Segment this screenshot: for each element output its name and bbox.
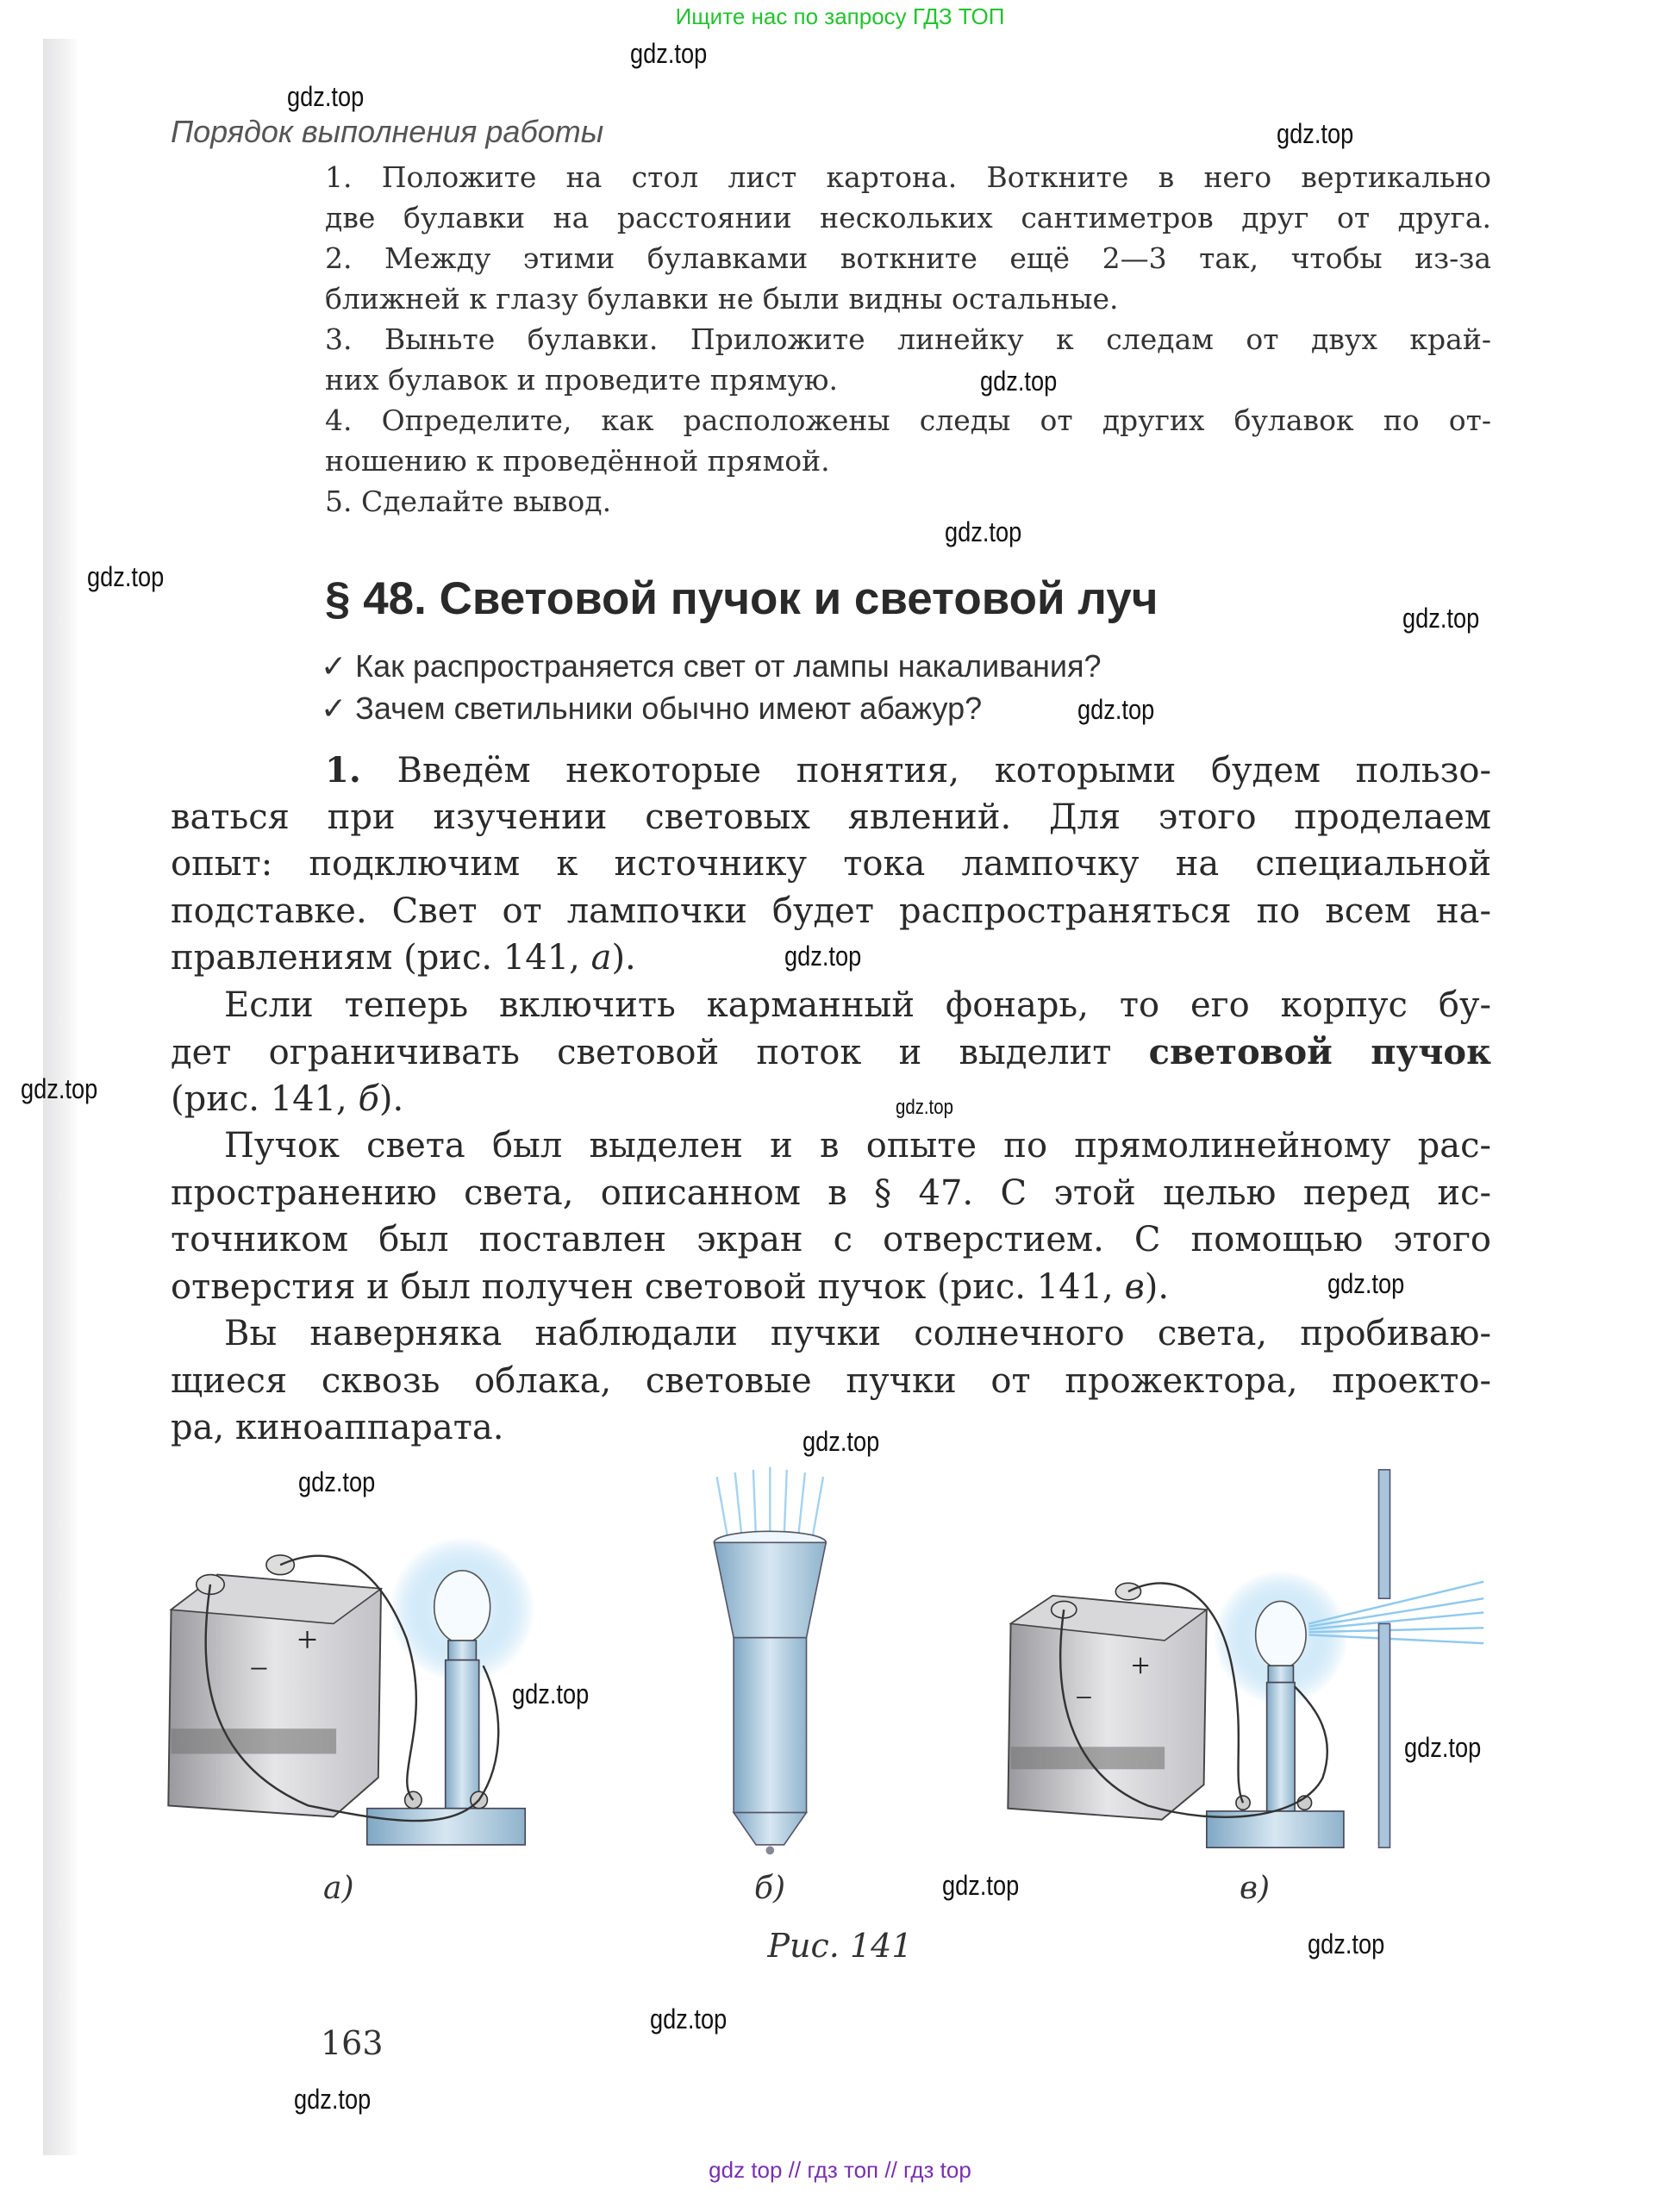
watermark-text: gdz.top bbox=[1404, 1732, 1482, 1763]
body-text-line bbox=[224, 985, 1491, 1030]
watermark-text: gdz.top bbox=[1308, 1928, 1385, 1960]
figure-label-c: в) bbox=[1240, 1871, 1270, 1906]
watermark-text: gdz.top bbox=[942, 1870, 1020, 1901]
screen-upper bbox=[1379, 1470, 1390, 1598]
text-segment: подставке. Свет от лампочки будет распространяться по всем на- bbox=[171, 891, 1491, 931]
watermark-text: gdz.top bbox=[945, 516, 1022, 547]
watermark-text: gdz.top bbox=[803, 1426, 880, 1457]
italic-letter: в bbox=[1124, 1266, 1145, 1307]
svg-text:+: + bbox=[297, 1619, 318, 1660]
figure-141 bbox=[0, 1466, 1680, 1897]
watermark-text: gdz.top bbox=[1277, 118, 1354, 149]
watermark-text: gdz.top bbox=[87, 561, 165, 592]
watermark-text: gdz.top bbox=[287, 81, 365, 112]
procedure-title: Порядок выполнения работы bbox=[171, 114, 604, 149]
text-segment: правлениям (рис. 141, bbox=[171, 938, 591, 978]
body-text-line bbox=[171, 1361, 1491, 1406]
text-segment: (рис. 141, bbox=[171, 1078, 359, 1119]
procedure-step-line: 4. Определите, как расположены следы от других булавок по от- bbox=[325, 403, 1491, 437]
watermark-text: gdz.top bbox=[980, 366, 1058, 397]
text-segment: щиеся сквозь облака, световые пучки от прожектора, проекто- bbox=[171, 1360, 1491, 1401]
text-segment: Если теперь включить карманный фонарь, то его корпус бу- bbox=[224, 984, 1491, 1025]
procedure-step-line: ближней к глазу булавки не были видны остальные. bbox=[325, 282, 1119, 316]
body-text-line bbox=[224, 1126, 1491, 1171]
procedure-step-line: 3. Выньте булавки. Приложите линейку к следам от двух край- bbox=[325, 322, 1491, 356]
question-2: ✓ Зачем светильники обычно имеют абажур? bbox=[321, 691, 983, 726]
watermark-text: gdz.top bbox=[1077, 694, 1155, 725]
figure-label-a: а) bbox=[323, 1871, 354, 1906]
figure-c-battery-bulb-screen bbox=[1008, 1470, 1483, 1847]
watermark-text: gdz.top bbox=[630, 38, 708, 69]
screen-lower bbox=[1379, 1623, 1390, 1847]
text-segment: отверстия и был получен световой пучок (рис. 141, bbox=[171, 1266, 1125, 1307]
procedure-step-line: ношению к проведённой прямой. bbox=[325, 444, 830, 478]
figure-label-b: б) bbox=[754, 1871, 786, 1906]
svg-text:+: + bbox=[1131, 1647, 1151, 1685]
body-text-line bbox=[171, 1173, 1491, 1218]
question-1: ✓ Как распространяется свет от лампы накаливания? bbox=[321, 648, 1102, 684]
body-text-line bbox=[171, 1267, 1491, 1312]
text-segment: ). bbox=[378, 1078, 404, 1119]
watermark-text: gdz.top bbox=[298, 1466, 376, 1497]
body-text-line bbox=[171, 1220, 1491, 1265]
procedure-step-line: 5. Сделайте вывод. bbox=[325, 484, 612, 518]
section-heading: § 48. Световой пучок и световой луч bbox=[325, 573, 1159, 624]
body-text-line bbox=[171, 844, 1491, 889]
italic-letter: а bbox=[590, 938, 612, 978]
watermark-text: gdz.top bbox=[1327, 1268, 1405, 1299]
bold-term: световой пучок bbox=[1148, 1032, 1491, 1072]
procedure-step-line: две булавки на расстоянии нескольких сантиметров друг от друга. bbox=[325, 201, 1491, 234]
body-text-line bbox=[171, 1032, 1491, 1077]
stand-base bbox=[367, 1809, 525, 1845]
svg-text:−: − bbox=[249, 1650, 269, 1688]
watermark-text: gdz.top bbox=[21, 1073, 98, 1104]
text-segment: пространению света, описанном в § 47. С этой целью перед ис- bbox=[171, 1172, 1491, 1213]
figure-b-flashlight bbox=[714, 1467, 826, 1855]
body-text-line bbox=[171, 797, 1491, 842]
watermark-text: gdz.top bbox=[512, 1678, 590, 1710]
body-text-line bbox=[325, 750, 1491, 795]
text-segment: Вы наверняка наблюдали пучки солнечного света, пробиваю- bbox=[224, 1314, 1491, 1353]
procedure-step-line: них булавок и проведите прямую. bbox=[325, 363, 838, 397]
watermark-text: gdz.top bbox=[784, 941, 862, 972]
procedure-step-line: 1. Положите на стол лист картона. Воткните в него вертикально bbox=[325, 160, 1491, 194]
body-text-line bbox=[224, 1314, 1491, 1359]
text-segment: Пучок света был выделен и в опыте по прямолинейному рас- bbox=[224, 1126, 1491, 1166]
bulb bbox=[434, 1571, 490, 1643]
watermark-text: gdz.top bbox=[896, 1096, 953, 1119]
text-segment: опыт: подключим к источнику тока лампочку на специальной bbox=[171, 844, 1491, 884]
italic-letter: б bbox=[358, 1078, 379, 1119]
text-segment: Введём некоторые понятия, которыми будем пользо- bbox=[397, 751, 1491, 791]
text-segment: ваться при изучении световых явлений. Для этого проделаем bbox=[171, 797, 1491, 837]
text-segment: ). bbox=[1144, 1266, 1170, 1307]
body-text-line bbox=[171, 1079, 1491, 1124]
page-number: 163 bbox=[321, 2024, 384, 2062]
text-segment: ). bbox=[611, 938, 636, 978]
text-segment: дет ограничивать световой поток и выделит bbox=[171, 1033, 1149, 1072]
flashlight-body bbox=[734, 1638, 806, 1813]
watermark-text: gdz.top bbox=[294, 2084, 372, 2115]
watermark-text: gdz.top bbox=[650, 2003, 728, 2035]
text-segment: ра, киноаппарата. bbox=[171, 1408, 504, 1447]
svg-text:−: − bbox=[1075, 1679, 1093, 1715]
footer-links[interactable]: gdz top // гдз топ // гдз top bbox=[709, 2157, 971, 2183]
figure-caption: Рис. 141 bbox=[767, 1927, 913, 1965]
procedure-step-line: 2. Между этими булавками воткните ещё 2—3 так, чтобы из-за bbox=[325, 241, 1491, 275]
watermark-text: gdz.top bbox=[1402, 603, 1480, 634]
top-banner[interactable]: Ищите нас по запросу ГДЗ ТОП bbox=[675, 3, 1005, 29]
figure-a-battery-bulb bbox=[168, 1537, 534, 1845]
body-text-line bbox=[171, 891, 1491, 936]
bold-term: 1. bbox=[325, 750, 397, 791]
text-segment: точником был поставлен экран с отверстием. С помощью этого bbox=[171, 1220, 1491, 1260]
